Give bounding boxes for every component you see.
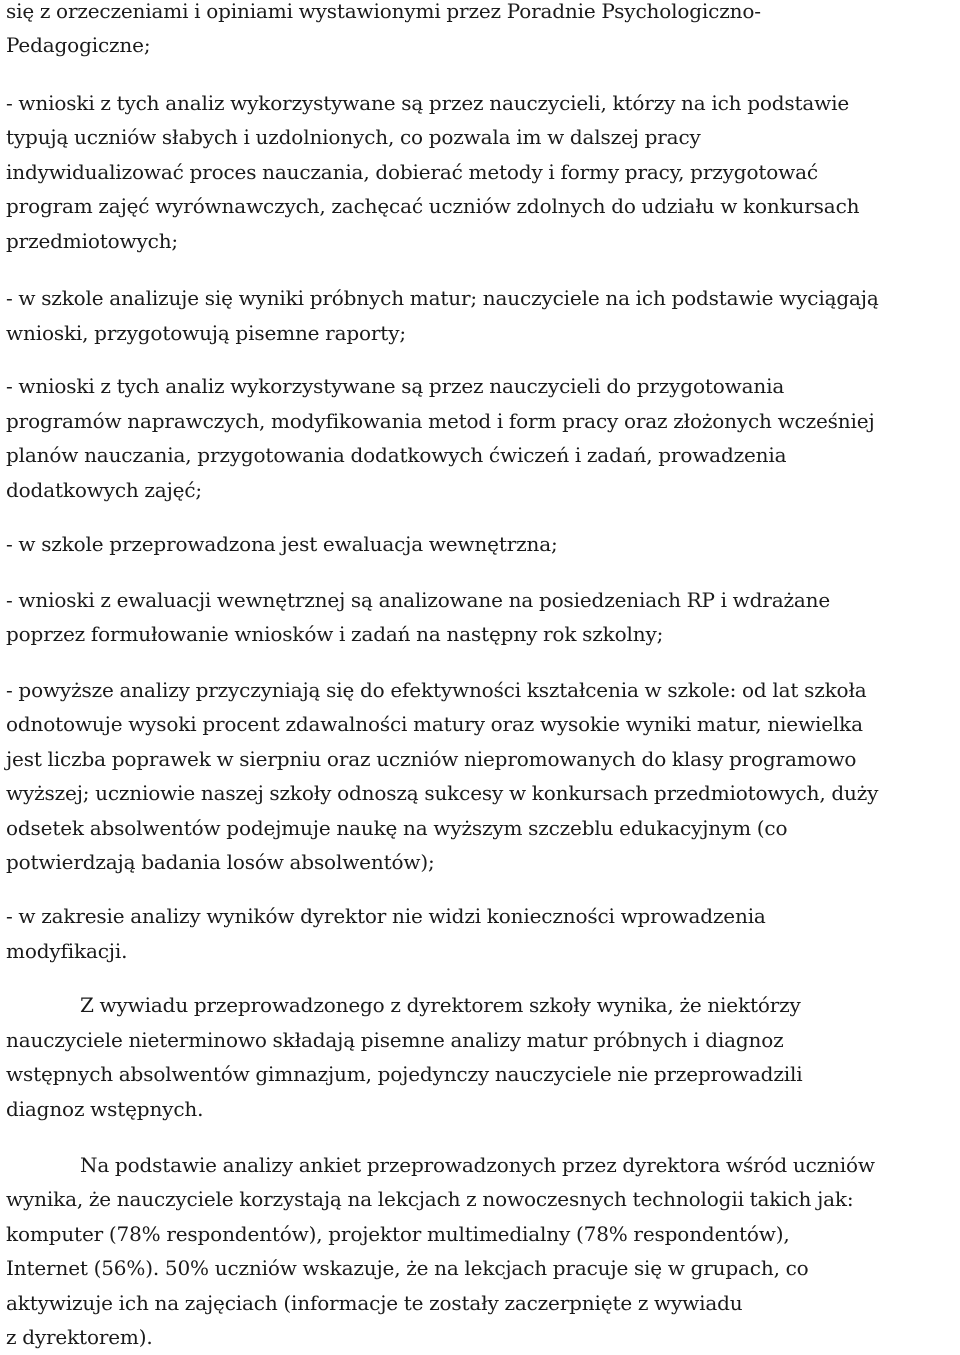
text-line: Internet (56%). 50% uczniów wskazuje, że na lekcjach pracuje się w grupach, co — [6, 1256, 809, 1280]
text-line: - w szkole przeprowadzona jest ewaluacja wewnętrzna; — [6, 532, 558, 556]
text-line: jest liczba poprawek w sierpniu oraz uczniów niepromowanych do klasy programowo — [6, 747, 857, 771]
text-line: - w zakresie analizy wyników dyrektor nie widzi konieczności wprowadzenia — [6, 904, 766, 928]
text-line: z dyrektorem). — [6, 1325, 153, 1349]
text-line: odnotowuje wysoki procent zdawalności matury oraz wysokie wyniki matur, niewielka — [6, 712, 863, 736]
text-line: typują uczniów słabych i uzdolnionych, co pozwala im w dalszej pracy — [6, 125, 701, 149]
text-line: modyfikacji. — [6, 939, 128, 963]
text-line: wnioski, przygotowują pisemne raporty; — [6, 321, 406, 345]
text-line: - wnioski z tych analiz wykorzystywane są przez nauczycieli, którzy na ich podstawie — [6, 91, 850, 115]
text-line: Pedagogiczne; — [6, 33, 151, 57]
text-line: dodatkowych zajęć; — [6, 478, 202, 502]
text-line: programów naprawczych, modyfikowania metod i form pracy oraz złożonych wcześniej — [6, 409, 875, 433]
text-line: aktywizuje ich na zajęciach (informacje te zostały zaczerpnięte z wywiadu — [6, 1291, 743, 1315]
text-line: komputer (78% respondentów), projektor multimedialny (78% respondentów), — [6, 1222, 790, 1246]
text-line: diagnoz wstępnych. — [6, 1097, 204, 1121]
text-line: odsetek absolwentów podejmuje naukę na wyższym szczeblu edukacyjnym (co — [6, 816, 788, 840]
text-line: - wnioski z ewaluacji wewnętrznej są analizowane na posiedzeniach RP i wdrażane — [6, 588, 831, 612]
document-page — [6, 0, 956, 1351]
text-line: przedmiotowych; — [6, 229, 179, 253]
text-line: się z orzeczeniami i opiniami wystawionymi przez Poradnie Psychologiczno- — [6, 0, 761, 23]
text-line: wstępnych absolwentów gimnazjum, pojedynczy nauczyciele nie przeprowadzili — [6, 1062, 803, 1086]
text-line: nauczyciele nieterminowo składają pisemne analizy matur próbnych i diagnoz — [6, 1028, 784, 1052]
text-line: - powyższe analizy przyczyniają się do efektywności kształcenia w szkole: od lat szkoła — [6, 678, 867, 702]
text-line: Z wywiadu przeprowadzonego z dyrektorem szkoły wynika, że niektórzy — [80, 993, 801, 1017]
text-line: planów nauczania, przygotowania dodatkowych ćwiczeń i zadań, prowadzenia — [6, 443, 787, 467]
text-line: wyższej; uczniowie naszej szkoły odnoszą sukcesy w konkursach przedmiotowych, duży — [6, 781, 879, 805]
text-line: potwierdzają badania losów absolwentów); — [6, 850, 435, 874]
text-line: program zajęć wyrównawczych, zachęcać uczniów zdolnych do udziału w konkursach — [6, 194, 860, 218]
text-line: indywidualizować proces nauczania, dobierać metody i formy pracy, przygotować — [6, 160, 818, 184]
text-line: wynika, że nauczyciele korzystają na lekcjach z nowoczesnych technologii takich jak: — [6, 1187, 854, 1211]
text-line: - w szkole analizuje się wyniki próbnych matur; nauczyciele na ich podstawie wyciągają — [6, 286, 879, 310]
text-line: poprzez formułowanie wniosków i zadań na następny rok szkolny; — [6, 622, 664, 646]
text-line: - wnioski z tych analiz wykorzystywane są przez nauczycieli do przygotowania — [6, 374, 785, 398]
text-line: Na podstawie analizy ankiet przeprowadzonych przez dyrektora wśród uczniów — [80, 1153, 875, 1177]
